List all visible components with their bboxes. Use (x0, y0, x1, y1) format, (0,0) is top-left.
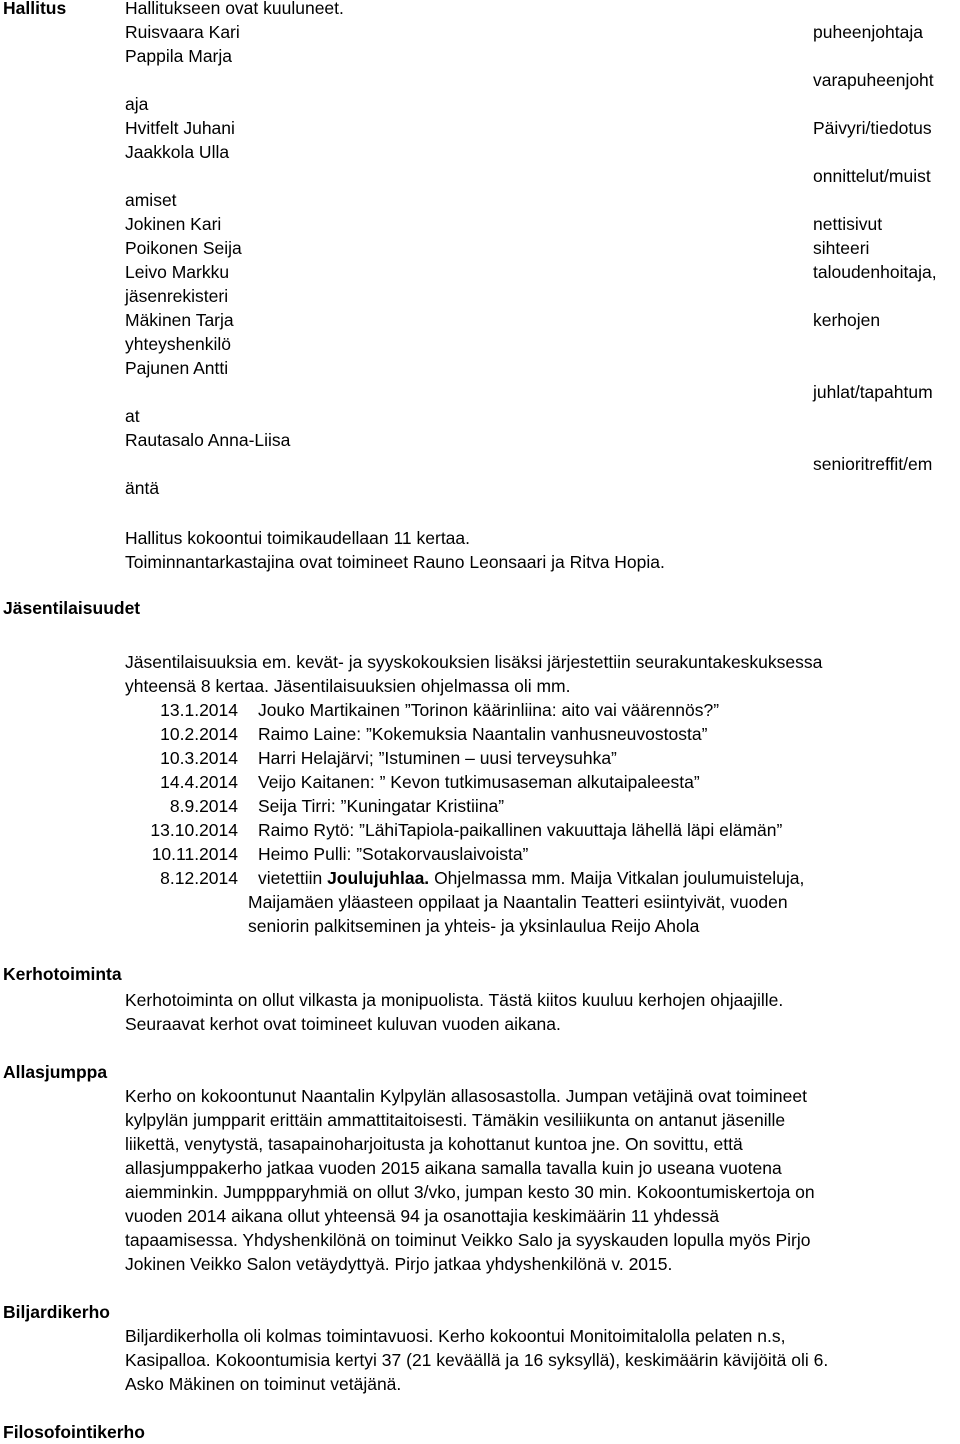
section-heading-allasjumppa: Allasjumppa (3, 1062, 108, 1082)
board-role: kerhojen (813, 310, 881, 330)
board-member-name: Jaakkola Ulla (125, 142, 230, 162)
section-heading-hallitus: Hallitus (3, 0, 67, 18)
event-description: Jouko Martikainen ”Torinon käärinliina: aito vai väärennös?” (258, 700, 720, 720)
board-role-fragment: aja (125, 94, 149, 114)
board-role: taloudenhoitaja, (813, 262, 937, 282)
event-date: 8.9.2014 (169, 796, 238, 816)
board-member-name: Jokinen Kari (125, 214, 222, 234)
board-role-fragment: jäsenrekisteri (125, 286, 229, 306)
board-meetings-text: Hallitus kokoontui toimikaudellaan 11 kertaa. (125, 528, 471, 548)
board-role: puheenjohtaja (813, 22, 923, 42)
board-role-fragment: amiset (125, 190, 177, 210)
event-text-bold: Joulujuhlaa. (327, 868, 430, 888)
paragraph-line: Asko Mäkinen on toiminut vetäjänä. (125, 1374, 402, 1394)
paragraph-line: liikettä, venytystä, tasapainoharjoitusta ja kohottanut kuntoa jne. On sovittu, että (125, 1134, 743, 1154)
event-text-pre: vietettiin (258, 868, 323, 888)
board-role: sihteeri (813, 238, 870, 258)
board-role: senioritreffit/em (813, 454, 933, 474)
event-date: 13.1.2014 (160, 700, 238, 720)
section-heading-filosofointikerho: Filosofointikerho (3, 1422, 145, 1442)
board-member-name: Pappila Marja (125, 46, 232, 66)
event-text-post: Ohjelmassa mm. Maija Vitkalan joulumuisteluja, (434, 868, 805, 888)
board-member-name: Ruisvaara Kari (125, 22, 240, 42)
event-description: Heimo Pulli: ”Sotakorvauslaivoista” (258, 844, 529, 864)
paragraph-line: kylpylän jumpparit erittäin ammattitaitoisesti. Tämäkin vesiliikunta on antanut jäsenille (125, 1110, 786, 1130)
board-role: onnittelut/muist (813, 166, 931, 186)
board-role-fragment: yhteyshenkilö (125, 334, 232, 354)
board-member-name: Rautasalo Anna-Liisa (125, 430, 291, 450)
auditors-text: Toiminnantarkastajina ovat toimineet Rauno Leonsaari ja Ritva Hopia. (125, 552, 665, 572)
paragraph-line: Seuraavat kerhot ovat toimineet kuluvan vuoden aikana. (125, 1014, 561, 1034)
event-description: Veijo Kaitanen: ” Kevon tutkimusaseman alkutaipaleesta” (258, 772, 700, 792)
section-heading-jasentilaisuudet: Jäsentilaisuudet (3, 598, 141, 618)
section-heading-kerhotoiminta: Kerhotoiminta (3, 964, 122, 984)
paragraph-line: vuoden 2014 aikana ollut yhteensä 94 ja osanottajia keskimäärin 11 yhdessä (125, 1206, 720, 1226)
event-description (258, 866, 804, 890)
paragraph-line: Kerho on kokoontunut Naantalin Kylpylän allasosastolla. Jumpan vetäjinä ovat toimineet (125, 1086, 807, 1106)
member-events-intro: Jäsentilaisuuksia em. kevät- ja syyskokouksien lisäksi järjestettiin seurakuntakeskuksessa (125, 652, 823, 672)
board-role: juhlat/tapahtum (813, 382, 933, 402)
event-date: 10.2.2014 (160, 724, 238, 744)
board-role: varapuheenjoht (813, 70, 934, 90)
event-description-continuation: Maijamäen yläasteen oppilaat ja Naantalin Teatteri esiintyivät, vuoden (248, 892, 788, 912)
event-description: Harri Helajärvi; ”Istuminen – uusi terveysuhka” (258, 748, 617, 768)
board-member-name: Poikonen Seija (125, 238, 242, 258)
paragraph-line: allasjumppakerho jatkaa vuoden 2015 aikana samalla tavalla kuin jo useana vuotena (125, 1158, 782, 1178)
event-date: 14.4.2014 (160, 772, 238, 792)
event-date: 8.12.2014 (160, 868, 238, 888)
board-role-fragment: äntä (125, 478, 160, 498)
paragraph-line: tapaamisessa. Yhdyshenkilönä on toiminut Veikko Salo ja syyskauden lopulla myös Pirjo (125, 1230, 811, 1250)
member-events-intro: yhteensä 8 kertaa. Jäsentilaisuuksien ohjelmassa oli mm. (125, 676, 571, 696)
board-role: Päivyri/tiedotus (813, 118, 932, 138)
event-date: 13.10.2014 (150, 820, 238, 840)
event-date: 10.11.2014 (151, 844, 238, 864)
board-role-fragment: at (125, 406, 140, 426)
paragraph-line: Kasipalloa. Kokoontumisia kertyi 37 (21 keväällä ja 16 syksyllä), keskimäärin kävijöitä oli 6. (125, 1350, 829, 1370)
board-member-name: Hvitfelt Juhani (125, 118, 235, 138)
board-intro: Hallitukseen ovat kuuluneet. (125, 0, 344, 18)
paragraph-line: Biljardikerholla oli kolmas toimintavuosi. Kerho kokoontui Monitoimitalolla pelaten n.s, (125, 1326, 786, 1346)
board-member-name: Mäkinen Tarja (125, 310, 234, 330)
event-description: Raimo Laine: ”Kokemuksia Naantalin vanhusneuvostosta” (258, 724, 708, 744)
event-description: Seija Tirri: ”Kuningatar Kristiina” (258, 796, 505, 816)
section-heading-biljardikerho: Biljardikerho (3, 1302, 110, 1322)
event-description: Raimo Rytö: ”LähiTapiola-paikallinen vakuuttaja lähellä läpi elämän” (258, 820, 783, 840)
paragraph-line: Jokinen Veikko Salon vetäydyttyä. Pirjo jatkaa yhdyshenkilönä v. 2015. (125, 1254, 673, 1274)
event-description-continuation: seniorin palkitseminen ja yhteis- ja yksinlaulua Reijo Ahola (248, 916, 700, 936)
paragraph-line: aiemminkin. Jumppparyhmiä on ollut 3/vko, jumpan kesto 30 min. Kokoontumiskertoja on (125, 1182, 815, 1202)
board-role: nettisivut (813, 214, 883, 234)
board-member-name: Leivo Markku (125, 262, 230, 282)
board-member-name: Pajunen Antti (125, 358, 229, 378)
event-date: 10.3.2014 (160, 748, 238, 768)
paragraph-line: Kerhotoiminta on ollut vilkasta ja monipuolista. Tästä kiitos kuuluu kerhojen ohjaajille. (125, 990, 784, 1010)
